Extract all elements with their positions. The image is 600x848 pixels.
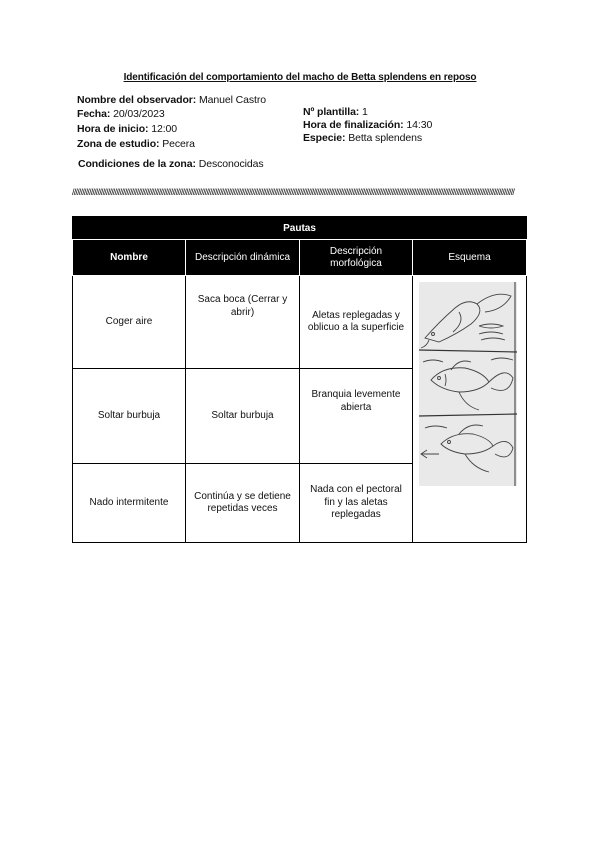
date-field	[77, 108, 165, 120]
template-number-field	[303, 106, 368, 118]
template-number-value: 1	[362, 106, 368, 118]
conditions-label: Condiciones de la zona:	[78, 158, 196, 170]
morphological-description: Nada con el pectoral fin y las aletas replegadas	[300, 464, 413, 543]
behavior-name: Coger aire	[73, 276, 186, 369]
column-header-name: Nombre	[73, 240, 186, 276]
table-caption: Pautas	[73, 217, 527, 240]
species-label: Especie:	[303, 132, 346, 144]
date-label: Fecha:	[77, 108, 111, 120]
section-divider: ////////////////////////////////////////////////////////////////////////////////////////////////////////////////////////////////////////////////////////////////////////////////////////////////////////////////////////////////////////////////////////////////////	[72, 187, 515, 197]
column-header-dynamic: Descripción dinámica	[186, 240, 300, 276]
morphological-description: Aletas replegadas y oblicuo a la superficie	[300, 276, 413, 369]
study-zone-value: Pecera	[162, 138, 195, 150]
dynamic-description: Saca boca (Cerrar y abrir)	[186, 276, 300, 369]
behavior-name: Nado intermitente	[73, 464, 186, 543]
observer-field	[77, 94, 266, 106]
end-time-value: 14:30	[406, 119, 433, 131]
study-zone-label: Zona de estudio:	[77, 138, 160, 150]
dynamic-description: Soltar burbuja	[186, 369, 300, 464]
document-title: Identificación del comportamiento del macho de Betta splendens en reposo	[123, 72, 477, 83]
start-time-label: Hora de inicio:	[77, 123, 149, 135]
study-zone-field	[77, 138, 195, 150]
species-field	[303, 132, 422, 144]
end-time-field	[303, 119, 432, 131]
end-time-label: Hora de finalización:	[303, 119, 404, 131]
conditions-field	[78, 158, 263, 170]
template-number-label: Nº plantilla:	[303, 106, 360, 118]
column-header-morphological: Descripción morfológica	[300, 240, 413, 276]
start-time-field	[77, 123, 177, 135]
species-value: Betta splendens	[348, 132, 423, 144]
sketch-cell	[413, 276, 527, 543]
observer-label: Nombre del observador:	[77, 94, 197, 106]
behavior-name: Soltar burbuja	[73, 369, 186, 464]
column-header-sketch: Esquema	[413, 240, 527, 276]
morphological-description: Branquia levemente abierta	[300, 369, 413, 464]
observer-value: Manuel Castro	[199, 94, 266, 106]
table-row	[73, 276, 527, 369]
conditions-value: Desconocidas	[198, 158, 264, 170]
date-value: 20/03/2023	[113, 108, 165, 120]
behavior-table	[72, 216, 527, 543]
fish-sketch-icon	[419, 282, 517, 486]
start-time-value: 12:00	[151, 123, 178, 135]
dynamic-description: Continúa y se detiene repetidas veces	[186, 464, 300, 543]
